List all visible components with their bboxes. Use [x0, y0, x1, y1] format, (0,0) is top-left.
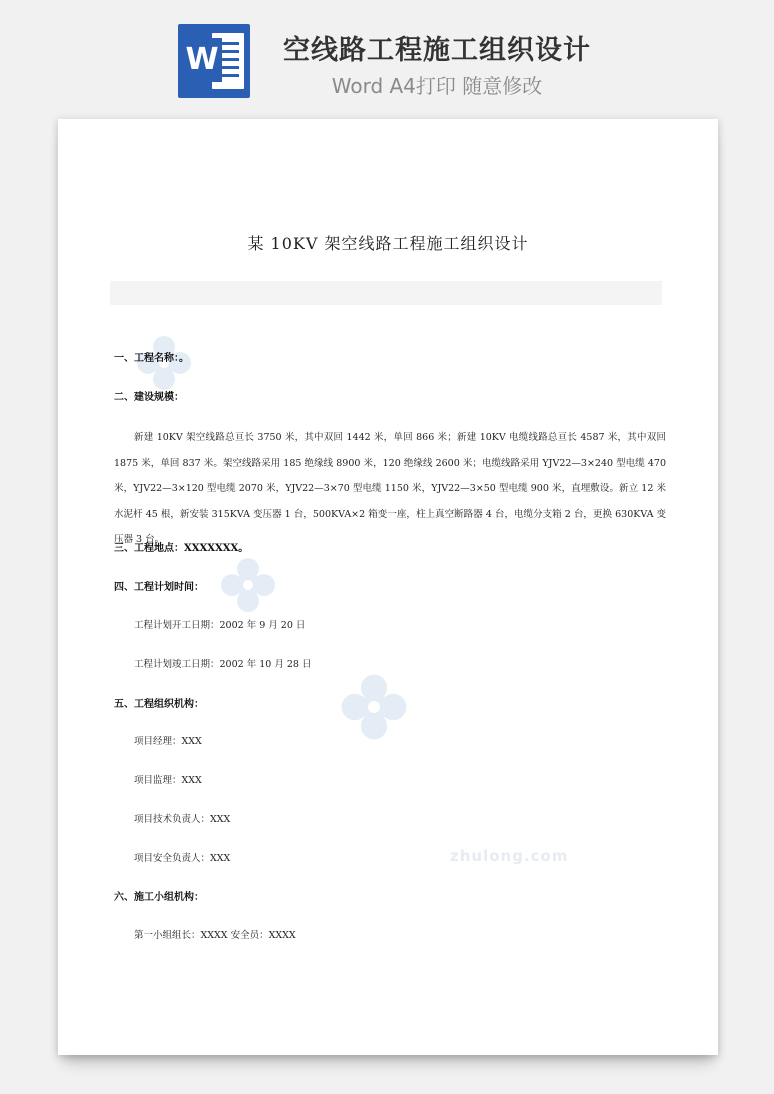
section-line: 项目经理：XXX — [134, 736, 202, 747]
watermark-flower-icon — [218, 555, 278, 615]
section-line: 工程计划竣工日期：2002 年 10 月 28 日 — [134, 659, 312, 670]
banner-subtitle: Word A4打印 随意修改 — [331, 74, 543, 98]
title-underlay-bar — [110, 281, 662, 305]
word-letter-badge: W — [182, 38, 222, 82]
section-heading: 二、建设规模： — [114, 392, 184, 403]
header-banner — [0, 0, 774, 112]
section-heading: 一、工程名称：。 — [114, 353, 189, 364]
section-heading: 三、工程地点：XXXXXXX。 — [114, 543, 249, 554]
document-page — [58, 119, 718, 1055]
section-line: 工程计划开工日期：2002 年 9 月 20 日 — [134, 620, 306, 631]
word-document-icon — [178, 24, 250, 98]
section-line: 项目技术负责人：XXX — [134, 814, 231, 825]
document-title: 某 10KV 架空线路工程施工组织设计 — [247, 234, 529, 253]
section-heading: 五、工程组织机构： — [114, 699, 204, 710]
section-line: 项目安全负责人：XXX — [134, 853, 231, 864]
watermark-flower-icon — [338, 671, 410, 743]
watermark-text: zhulong.com — [450, 847, 569, 865]
banner-title: 空线路工程施工组织设计 — [283, 35, 591, 66]
section-heading: 四、工程计划时间： — [114, 582, 204, 593]
section-heading: 六、施工小组机构： — [114, 892, 204, 903]
section-line: 第一小组组长：XXXX 安全员：XXXX — [134, 930, 296, 941]
section-paragraph: 新建 10KV 架空线路总亘长 3750 米，其中双回 1442 米，单回 866 米；新建 10KV 电缆线路总亘长 4587 米，其中双回 1875 米，单回 837 米。架空线路采用 185 绝缘线 8900 米，120 绝缘线 2600 米；电缆线路采用 YJV22—3×240 型电缆 470 米，YJV22—3×120 型电缆 2070 米，YJV22—3×70 型电缆 1150 米，YJV22—3×50 型电缆 900 米，直埋敷设。新立 12 米水泥杆 45 根，新安装 315KVA 变压器 1 台，500KVA×2 箱变一座，柱上真空断路器 4 台，电缆分支箱 2 台，更换 630KVA 变压器 3 台。 — [114, 432, 666, 545]
section-line: 项目监理：XXX — [134, 775, 202, 786]
